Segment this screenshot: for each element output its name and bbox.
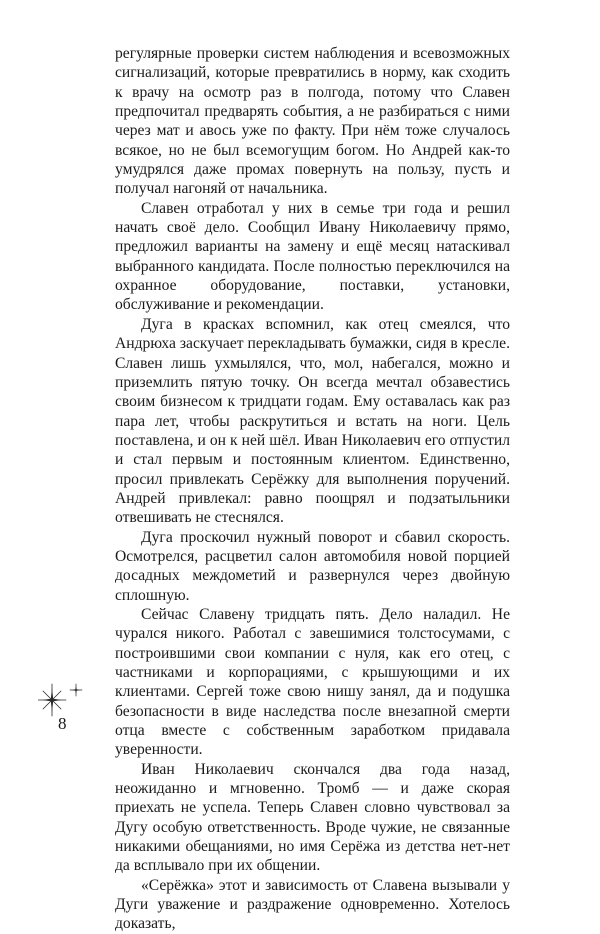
- paragraph-6: Иван Николаевич скончался два года назад, неожиданно и мгновенно. Тромб — и даже скорая приехать не успела. Теперь Славен словно чувствовал за Дугу особую ответственность. Вроде чужие, не связанные никакими обещаниями, но имя Серёжа из детства нет-нет да всплывало при их общении.: [115, 760, 510, 875]
- paragraph-7: «Серёжка» этот и зависимость от Славена вызывали у Дуги уважение и раздражение одновременно. Хотелось доказать,: [115, 876, 510, 933]
- paragraph-4: Дуга проскочил нужный поворот и сбавил скорость. Осмотрелся, расцветил салон автомобиля новой порцией досадных междометий и развернулся через двойную сплошную.: [115, 528, 510, 604]
- body-text: [115, 44, 510, 934]
- paragraph-1: регулярные проверки систем наблюдения и всевозможных сигнализаций, которые превратились в норму, как сходить к врачу на осмотр раз в полгода, потому что Славен предпочитал предварять события, а не разбираться с ними через мат и авось уже по факту. При нём тоже случалось всякое, но не был всемогущим богом. Но Андрей как-то умудрялся даже промах повернуть на пользу, пусть и получал нагоняй от начальника.: [115, 45, 510, 198]
- paragraph-3: Дуга в красках вспомнил, как отец смеялся, что Андрюха заскучает перекладывать бумажки, сидя в кресле. Славен лишь ухмылялся, что, мол, набегался, можно и приземлить пятую точку. Он всегда мечтал обзавестись своим бизнесом к тридцати годам. Ему оставалась как раз пара лет, чтобы раскрутиться и встать на ноги. Цель поставлена, и он к ней шёл. Иван Николаевич его отпустил и стал первым и постоянным клиентом. Единственно, просил привлекать Серёжку для выполнения поручений. Андрей привлекал: равно поощрял и подзатыльники отвешивать не стеснялся.: [115, 315, 510, 527]
- paragraph-2: Славен отработал у них в семье три года и решил начать своё дело. Сообщил Ивану Николаевичу прямо, предложил варианты на замену и ещё месяц натаскивал выбранного кандидата. После полностью переключился на охранное оборудование, поставки, установки, обслуживание и рекомендации.: [115, 199, 510, 314]
- paragraph-5: Сейчас Славену тридцать пять. Дело наладил. Не чурался никого. Работал с завешимися толстосумами, с построившими свои компании с нуля, как его отец, с частниками и корпорациями, с крышующими и их клиентами. Сергей тоже свою нишу занял, да и подушка безопасности в виде наследства после внезапной смерти отца вместе с собственным заработком придавала уверенности.: [115, 605, 510, 759]
- page-number: 8: [58, 714, 67, 733]
